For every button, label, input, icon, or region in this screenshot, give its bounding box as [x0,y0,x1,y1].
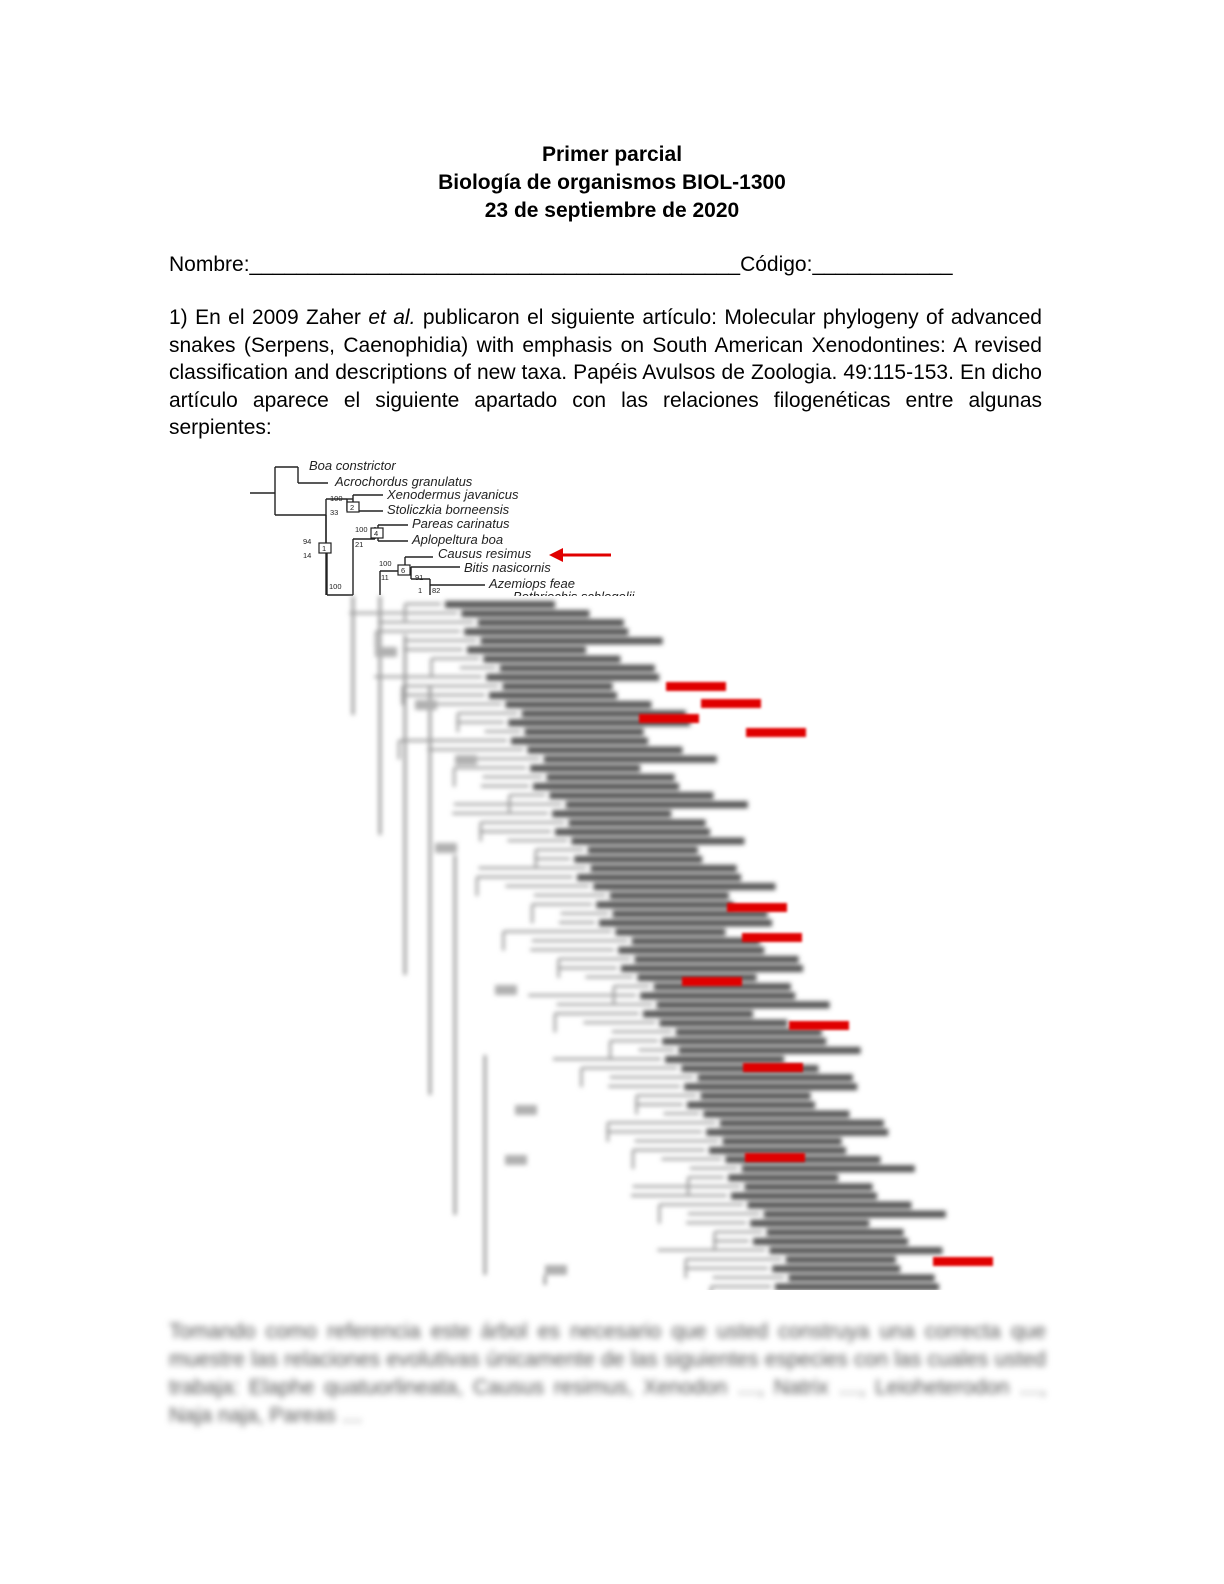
blurred-taxon-label [486,674,659,681]
blurred-node-label [415,700,437,710]
blurred-taxon-label [662,1038,826,1045]
blurred-taxon-label [618,947,764,954]
blurred-taxon-label [464,628,628,635]
taxon-label: Bitis nasicornis [464,560,551,575]
blurred-taxon-label [635,956,799,963]
taxon-label: Azemiops feae [489,576,575,591]
blurred-taxon-label [706,1129,888,1136]
blurred-taxon-label [753,1238,908,1245]
blurred-node-label [435,843,457,853]
blurred-taxon-label [593,883,775,890]
blurred-taxon-label [659,1020,787,1027]
blurred-taxon-label [530,765,640,772]
blurred-node-label [545,1265,567,1275]
blurred-taxon-label [481,637,663,644]
blurred-taxon-label [500,665,655,672]
exam-header [0,141,1224,225]
blurred-taxon-label [569,819,706,826]
blurred-taxon-label [772,1265,900,1272]
blurred-question-continuation: Tomando como referencia este árbol es necesario que usted construya una correcta que muestre las relaciones evolutivas únicamente de las siguientes especies con las cuales usted trabaja: Elaphe quatuorlineata, Causus resimus, Xenodon …, Natrix …, Leioheterodon …, Naja naja, Pareas … [169,1320,1046,1427]
blurred-taxon-label [640,992,795,999]
blurred-taxon-label [657,1001,830,1008]
blurred-taxon-label [665,1056,784,1063]
code-field[interactable]: ____________ [812,253,953,276]
blurred-red-arrow [727,903,787,912]
blurred-taxon-label [511,738,648,745]
node-number: 4 [374,529,379,538]
exam-title: Primer parcial [541,143,683,166]
blurred-taxon-label [750,1220,869,1227]
name-field[interactable]: __________________________________________ [249,253,741,276]
support-value: 100 [329,582,342,591]
question-text-a: En el 2009 Zaher [195,306,361,329]
blurred-taxon-label [483,656,620,663]
blurred-taxon-label [747,1202,911,1209]
blurred-taxon-label [775,1284,939,1291]
support-value: 91 [415,573,424,582]
blurred-taxon-label [544,756,717,763]
blurred-red-arrow [742,933,802,942]
blurred-taxon-label [574,856,702,863]
blurred-taxon-label [552,810,671,817]
node-number: 2 [350,503,355,512]
blurred-taxon-label [621,965,803,972]
taxon-label: Pareas carinatus [412,516,510,531]
blurred-taxon-label [566,801,748,808]
phylogenetic-tree [245,455,1035,1290]
support-value: 11 [381,573,389,582]
blurred-taxon-label [478,619,624,626]
blurred-node-label [375,647,397,657]
blurred-taxon-label [643,1011,753,1018]
blurred-taxon-label [533,783,679,790]
blurred-taxon-label [527,747,682,754]
blurred-taxon-label [745,1183,873,1190]
blurred-taxon-label [571,838,744,845]
blurred-taxon-label [767,1229,904,1236]
blurred-taxon-label [599,920,772,927]
blurred-taxon-label [596,901,733,908]
support-value: 100 [330,494,343,503]
blurred-taxon-label [549,792,713,799]
phylogenetic-tree-figure [245,455,1035,1290]
question-1 [169,304,1042,442]
support-value: 14 [303,551,312,560]
blurred-taxon-label [610,892,729,899]
blurred-red-arrow [745,1153,805,1162]
support-value: 82 [432,586,441,595]
blurred-taxon-label [769,1247,942,1254]
blurred-taxon-label [764,1211,946,1218]
blurred-taxon-label [461,610,589,617]
taxon-label: Causus resimus [438,546,532,561]
blurred-taxon-label [698,1074,853,1081]
blurred-red-arrow [746,728,806,737]
blurred-red-arrow [743,1063,803,1072]
taxon-label: Aplopeltura boa [412,532,504,547]
blurred-node-label [515,1105,537,1115]
name-label: Nombre: [169,253,250,276]
code-label: Código: [740,253,813,276]
blurred-taxon-label [588,847,698,854]
blurred-taxon-label [731,1193,877,1200]
course-name: Biología de organismos BIOL-1300 [438,171,786,194]
student-info-line [169,251,1042,279]
highlight-arrow [549,548,611,562]
blurred-taxon-label [789,1274,935,1281]
blurred-red-arrow [701,699,761,708]
blurred-taxon-label [632,938,760,945]
blurred-taxon-label [786,1256,896,1263]
taxon-label: Acrochordus granulatus [335,474,473,489]
taxon-label: Stoliczkia borneensis [387,502,510,517]
blurred-taxon-label [742,1165,915,1172]
blurred-taxon-label [679,1047,861,1054]
blurred-taxon-label [577,874,741,881]
blurred-taxon-label [555,829,710,836]
support-value: 100 [355,525,368,534]
blurred-red-arrow [639,714,699,723]
blurred-taxon-label [591,865,737,872]
blurred-taxon-label [709,1147,846,1154]
blurred-taxon-label [687,1102,815,1109]
exam-date: 23 de septiembre de 2020 [484,199,740,222]
blurred-taxon-label [703,1111,849,1118]
question-number: 1) [169,306,188,329]
blurred-taxon-label [615,929,725,936]
taxon-label: Xenodermus javanicus [387,487,519,502]
question-text-b: publicaron el siguiente artículo: Molecular phylogeny of advanced snakes (Serpens, Caenophidia) with emphasis on South American Xenodontines: A revised classification and descriptions of new taxa. Papéis Avulsos de Zoologia. 49:115-153. En dicho artículo aparece el siguiente apartado con las relaciones filogenéticas entre algunas serpientes: [169,306,1042,439]
blurred-node-label [505,1155,527,1165]
blurred-taxon-label [723,1138,842,1145]
support-value: 94 [303,537,312,546]
blurred-taxon-label [467,647,586,654]
blurred-taxon-label [525,728,644,735]
blurred-taxon-label [445,601,555,608]
blurred-taxon-label [701,1092,811,1099]
support-value: 21 [355,540,364,549]
blurred-taxon-label [505,701,651,708]
support-value: 100 [379,559,392,568]
support-value: 33 [330,508,339,517]
blurred-taxon-label [547,774,675,781]
blurred-red-arrow [666,682,726,691]
taxon-label: Boa constrictor [309,458,396,473]
blurred-red-arrow [682,977,742,986]
support-value: 1 [418,586,423,595]
blurred-taxon-label [728,1174,838,1181]
blurred-taxon-label [684,1083,857,1090]
et-al: et al. [368,306,416,329]
blurred-taxon-label [503,683,613,690]
blurred-taxon-label [489,692,617,699]
blurred-node-label [495,985,517,995]
blurred-red-arrow [933,1257,993,1266]
blurred-taxon-label [720,1120,884,1127]
blurred-red-arrow [789,1021,849,1030]
node-number: 6 [401,566,406,575]
blurred-node-label [455,755,477,765]
node-number: 1 [322,544,327,553]
